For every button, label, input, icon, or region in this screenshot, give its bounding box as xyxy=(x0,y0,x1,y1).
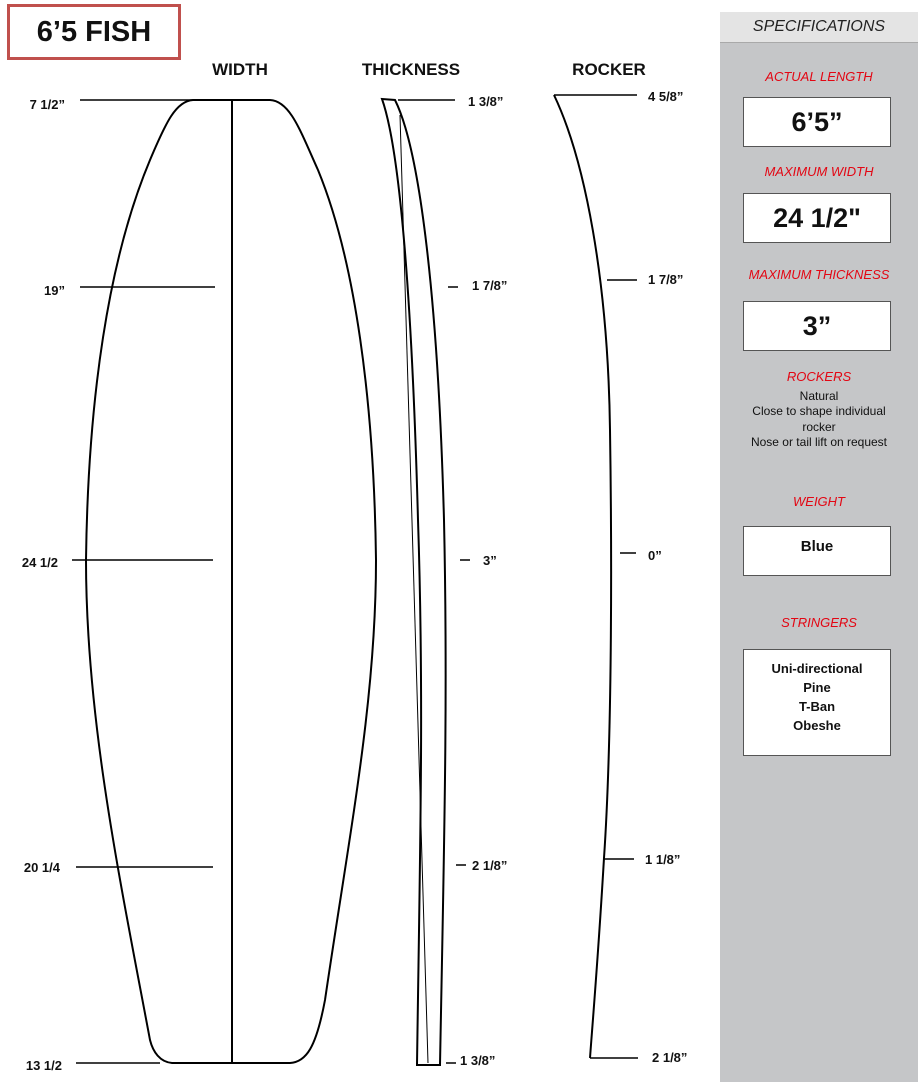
maximum-thickness-label: MAXIMUM THICKNESS xyxy=(748,267,890,282)
width-dim-tail: 13 1/2 xyxy=(25,1058,62,1073)
thickness-dim-lower: 2 1/8” xyxy=(472,858,508,873)
thickness-dim-tail: 1 3/8” xyxy=(460,1053,496,1068)
stringer-item: T-Ban xyxy=(798,699,836,714)
stringer-item: Pine xyxy=(803,680,831,695)
stringers-label: STRINGERS xyxy=(781,615,857,630)
actual-length-label: ACTUAL LENGTH xyxy=(765,69,873,84)
thickness-dim-upper: 1 7/8” xyxy=(472,278,508,293)
maximum-thickness-value: 3” xyxy=(743,301,891,351)
rockers-line-natural: Natural xyxy=(799,389,839,403)
deck-inner-line xyxy=(400,115,428,1063)
rockers-line-rocker: rocker xyxy=(802,420,836,434)
width-dim-upper: 19” xyxy=(44,283,65,298)
rockers-line-close-to-shape: Close to shape individual xyxy=(752,404,886,418)
stringers-box xyxy=(743,649,891,756)
maximum-width-label: MAXIMUM WIDTH xyxy=(764,164,874,179)
specifications-panel xyxy=(720,12,918,1082)
thickness-heading: THICKNESS xyxy=(361,60,461,79)
rocker-dim-upper: 1 7/8” xyxy=(648,272,684,287)
weight-value: Blue xyxy=(743,526,891,576)
maximum-width-value: 24 1/2" xyxy=(743,193,891,243)
rocker-dim-tail: 2 1/8” xyxy=(652,1050,688,1065)
rocker-dim-lower: 1 1/8” xyxy=(645,852,681,867)
stringer-item: Uni-directional xyxy=(771,661,863,676)
rocker-curve xyxy=(554,95,611,1058)
width-dim-lower: 20 1/4 xyxy=(23,860,60,875)
width-dim-max: 24 1/2 xyxy=(21,555,58,570)
board-title: 6’5 FISH xyxy=(7,4,181,60)
weight-label: WEIGHT xyxy=(793,494,845,509)
thickness-dim-max: 3” xyxy=(483,553,497,568)
rocker-dim-center: 0” xyxy=(648,548,662,563)
rockers-label: ROCKERS xyxy=(786,369,852,384)
actual-length-value: 6’5” xyxy=(743,97,891,147)
width-heading: WIDTH xyxy=(212,60,268,79)
thickness-dim-nose: 1 3/8” xyxy=(468,94,504,109)
rocker-dim-nose: 4 5/8” xyxy=(648,89,684,104)
specifications-header: SPECIFICATIONS xyxy=(720,12,918,43)
rocker-heading: ROCKER xyxy=(572,60,646,79)
width-dim-nose: 7 1/2” xyxy=(29,97,65,112)
rockers-line-lift: Nose or tail lift on request xyxy=(750,435,888,449)
stringer-item: Obeshe xyxy=(793,718,841,733)
